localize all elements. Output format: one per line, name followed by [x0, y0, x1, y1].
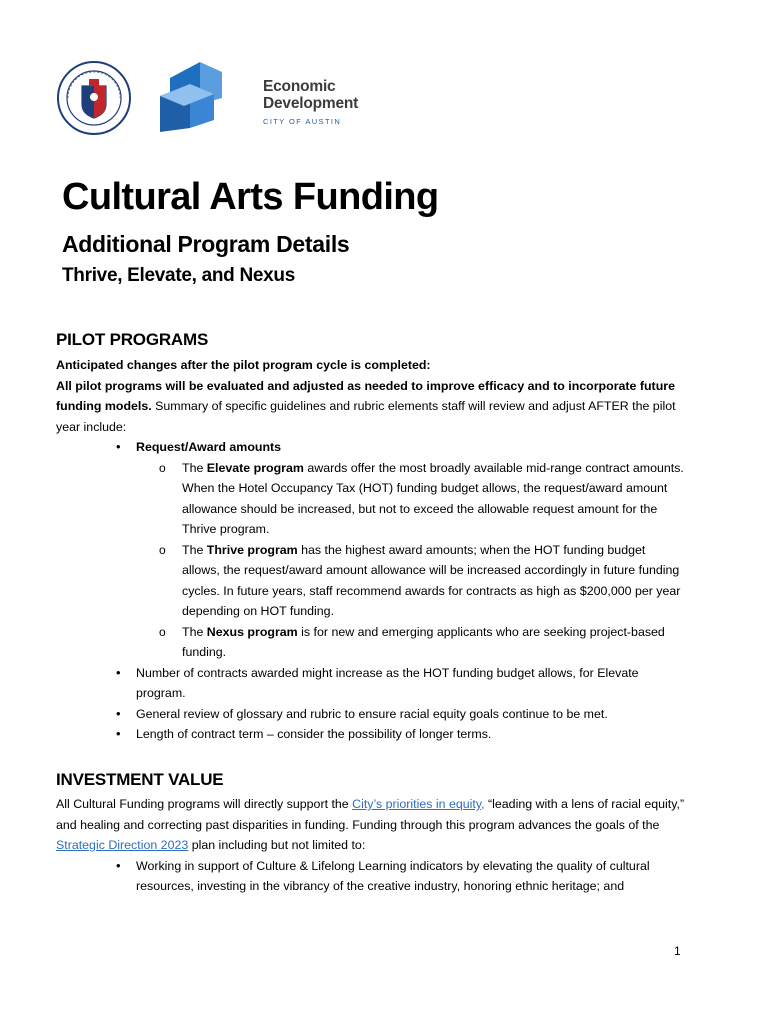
- economic-development-logo-icon: [160, 58, 232, 132]
- investment-value-heading: INVESTMENT VALUE: [56, 770, 224, 789]
- nexus-program-label: Nexus program: [206, 624, 298, 639]
- list-item: • General review of glossary and rubric to ensure racial equity goals continue to be met.: [136, 704, 686, 725]
- sub1-pre: The: [182, 460, 207, 475]
- elevate-program-label: Elevate program: [206, 460, 304, 475]
- invest-post: plan including but not limited to:: [188, 838, 366, 852]
- list-item: • Length of contract term – consider the possibility of longer terms.: [136, 724, 686, 745]
- sub2-rest: has the highest award amounts; when the HOT funding budget allows, the request/award amount allowance will be increased accordingly in future funding cycles. In future years, staff recommend awards for contracts as high as $200,000 per year depending on HOT funding.: [182, 542, 681, 618]
- pilot-programs-heading: PILOT PROGRAMS: [56, 330, 209, 349]
- program-names: Thrive, Elevate, and Nexus: [62, 265, 295, 286]
- list-item: [136, 437, 686, 663]
- pilot-summary-bold: All pilot programs will be evaluated and adjusted as needed to improve efficacy and to incorporate future funding models.: [56, 378, 675, 413]
- sub1-rest: awards offer the most broadly available mid-range contract amounts. When the Hotel Occupancy Tax (HOT) funding budget allows, the request/award amount allowance should be increased, but not to exceed the allowable request amount for the Thrive program.: [182, 460, 684, 536]
- list-item: [182, 458, 686, 540]
- sub2-pre: The: [182, 542, 207, 557]
- investment-paragraph: [56, 794, 686, 856]
- page-title: Cultural Arts Funding: [62, 176, 439, 218]
- sub3-rest: is for new and emerging applicants who are seeking project-based funding.: [182, 624, 665, 659]
- header-logos: [56, 58, 359, 138]
- invest-pre: All Cultural Funding programs will directly support the: [56, 797, 353, 811]
- thrive-program-label: Thrive program: [206, 542, 298, 557]
- pilot-bullet-list: [56, 437, 686, 745]
- sub3-pre: The: [182, 624, 207, 639]
- page-number: 1: [674, 944, 681, 958]
- investment-value-section: [56, 794, 686, 897]
- pilot-programs-section: [56, 355, 686, 745]
- invest-mid: “leading with a lens of racial equity,” and healing and correcting past disparities in funding. Funding through this program advances the goals of the: [56, 797, 685, 832]
- investment-bullet-list: [56, 856, 686, 897]
- page-subtitle: Additional Program Details: [62, 231, 350, 257]
- ed-line2: Development: [263, 95, 359, 112]
- list-item: [182, 540, 686, 622]
- list-item: [182, 622, 686, 663]
- pilot-summary-rest: Summary of specific guidelines and rubric elements staff will review and adjust AFTER the pilot year include:: [56, 399, 676, 434]
- list-item: • Number of contracts awarded might increase as the HOT funding budget allows, for Elevate program.: [136, 663, 686, 704]
- ed-line1: Economic: [263, 78, 336, 95]
- pilot-sub-list: [136, 458, 686, 663]
- ed-sub: CITY OF AUSTIN: [263, 117, 342, 126]
- strategic-direction-link[interactable]: Strategic Direction 2023: [56, 838, 189, 852]
- city-priorities-equity-link[interactable]: City’s priorities in equity,: [352, 797, 485, 811]
- economic-development-wordmark: [263, 78, 403, 126]
- bullet-request-award: Request/Award amounts: [136, 440, 282, 454]
- list-item: • Working in support of Culture & Lifelong Learning indicators by elevating the quality of cultural resources, investing in the vibrancy of the creative industry, honoring ethnic heritage; and: [136, 856, 686, 897]
- city-of-austin-seal-icon: [56, 60, 132, 136]
- pilot-intro-line: Anticipated changes after the pilot program cycle is completed:: [56, 358, 431, 372]
- pilot-summary-paragraph: [56, 376, 686, 438]
